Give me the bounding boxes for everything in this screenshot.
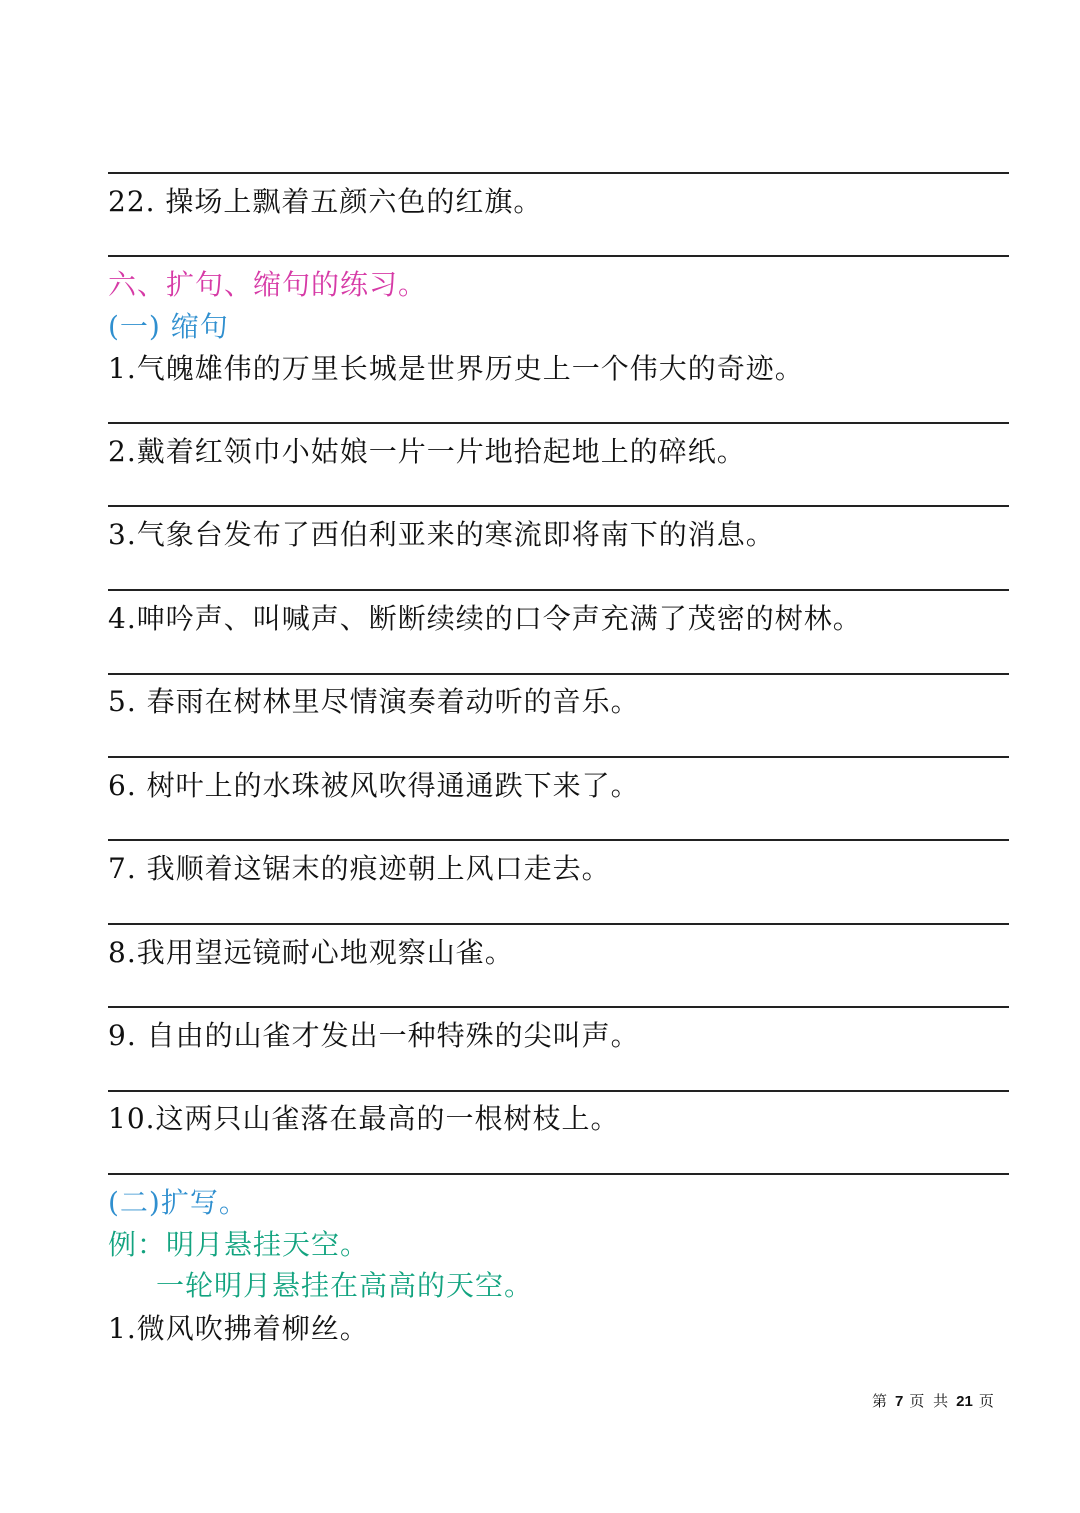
answer-line bbox=[108, 1173, 1009, 1175]
answer-line bbox=[108, 1006, 1009, 1008]
answer-line bbox=[108, 172, 1009, 174]
shrink-item: 5. 春雨在树林里尽情演奏着动听的音乐。 bbox=[108, 685, 640, 718]
total-pages-number: 21 bbox=[956, 1393, 973, 1410]
example-prompt: 例：明月悬挂天空。 bbox=[108, 1228, 370, 1261]
answer-line bbox=[108, 923, 1009, 925]
subsection-heading-shrink: (一) 缩句 bbox=[108, 310, 229, 343]
footer-suffix: 页 bbox=[978, 1392, 996, 1410]
shrink-item: 1.气魄雄伟的万里长城是世界历史上一个伟大的奇迹。 bbox=[108, 352, 804, 385]
answer-line bbox=[108, 1090, 1009, 1092]
expand-item: 1.微风吹拂着柳丝。 bbox=[108, 1312, 369, 1345]
current-page-number: 7 bbox=[895, 1393, 904, 1410]
answer-line bbox=[108, 422, 1009, 424]
answer-line bbox=[108, 673, 1009, 675]
footer-middle: 页 共 bbox=[909, 1392, 951, 1410]
example-answer: 一轮明月悬挂在高高的天空。 bbox=[156, 1269, 534, 1302]
shrink-item: 8.我用望远镜耐心地观察山雀。 bbox=[108, 936, 514, 969]
answer-line bbox=[108, 505, 1009, 507]
shrink-item: 2.戴着红领巾小姑娘一片一片地拾起地上的碎纸。 bbox=[108, 435, 746, 468]
shrink-item: 4.呻吟声、叫喊声、断断续续的口令声充满了茂密的树林。 bbox=[108, 602, 862, 635]
exercise-item-22: 22. 操场上飘着五颜六色的红旗。 bbox=[108, 185, 543, 218]
shrink-item: 6. 树叶上的水珠被风吹得通通跌下来了。 bbox=[108, 769, 640, 802]
footer-prefix: 第 bbox=[872, 1392, 890, 1410]
answer-line bbox=[108, 756, 1009, 758]
answer-line bbox=[108, 255, 1009, 257]
answer-line bbox=[108, 589, 1009, 591]
answer-line bbox=[108, 839, 1009, 841]
shrink-item: 10.这两只山雀落在最高的一根树枝上。 bbox=[108, 1102, 620, 1135]
shrink-item: 9. 自由的山雀才发出一种特殊的尖叫声。 bbox=[108, 1019, 640, 1052]
page-number-footer bbox=[872, 1390, 996, 1411]
shrink-item: 3.气象台发布了西伯利亚来的寒流即将南下的消息。 bbox=[108, 518, 775, 551]
subsection-heading-expand: (二)扩写。 bbox=[108, 1186, 248, 1219]
shrink-item: 7. 我顺着这锯末的痕迹朝上风口走去。 bbox=[108, 852, 611, 885]
section-heading: 六、扩句、缩句的练习。 bbox=[108, 268, 428, 301]
